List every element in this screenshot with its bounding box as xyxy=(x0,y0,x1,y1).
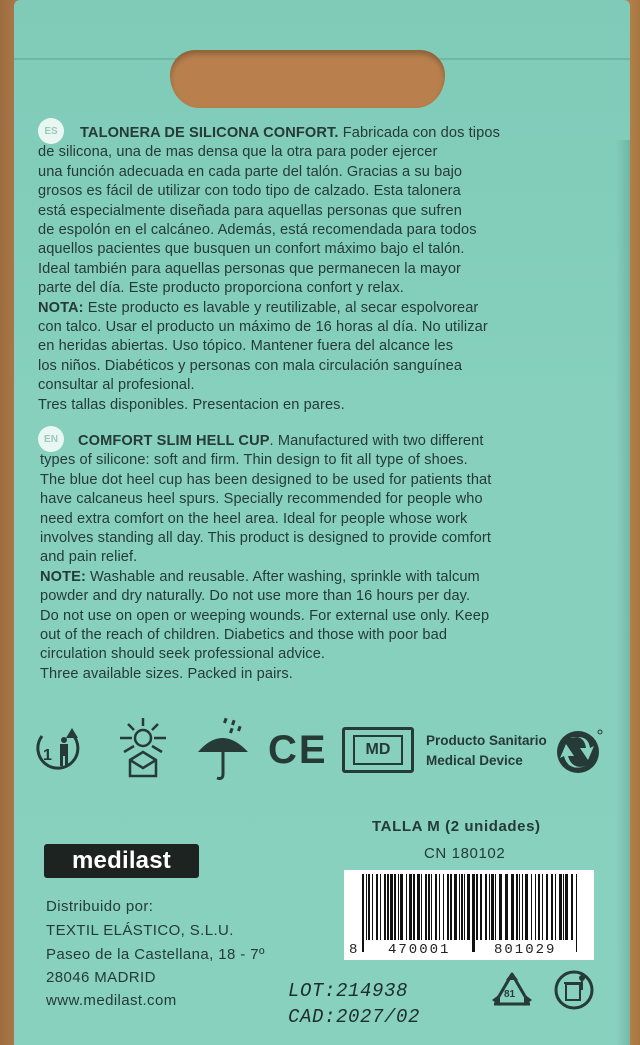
line-text: Este producto es lavable y reutilizable, al secar espolvorear xyxy=(83,299,479,316)
keep-away-from-sunlight-icon xyxy=(108,716,178,782)
text-line xyxy=(38,396,610,415)
line-text: involves standing all day. This product is designed to provide comfort xyxy=(40,530,491,547)
text-line xyxy=(38,163,610,182)
line-text: consultar al profesional. xyxy=(38,377,195,394)
text-line xyxy=(38,202,610,221)
barcode-bar xyxy=(511,874,514,940)
barcode-bar xyxy=(495,874,496,940)
medilast-logo: medilast xyxy=(44,844,199,878)
line-text: está especialmente diseñada para aquellas personas que sufren xyxy=(38,202,462,219)
barcode-bar xyxy=(376,874,378,940)
text-line xyxy=(40,568,612,587)
line-text: have calcaneus heel spurs. Specially recommended for people who xyxy=(40,491,483,508)
text-line xyxy=(38,337,610,356)
barcode-bar xyxy=(555,874,556,940)
line-text: out of the reach of children. Diabetics and those with poor bad xyxy=(40,627,448,644)
barcode-bar xyxy=(542,874,543,940)
barcode-bar xyxy=(531,874,532,940)
bold-lead: COMFORT SLIM HELL CUP xyxy=(78,433,270,449)
barcode-bar xyxy=(366,874,367,940)
line-text: need extra comfort on the heel area. Ideal for people whose work xyxy=(40,510,468,527)
spanish-description xyxy=(38,124,610,415)
svg-text:1: 1 xyxy=(43,747,52,764)
expiry-date: CAD:2027/02 xyxy=(288,1006,421,1028)
text-line xyxy=(40,645,612,664)
line-text: The blue dot heel cup has been designed to be used for patients that xyxy=(40,471,492,488)
ce-mark: CE xyxy=(268,728,328,772)
line-text: de silicona, una de mas densa que la otra para poder ejercer xyxy=(38,144,438,161)
sanitario-line-en: Medical Device xyxy=(426,753,523,768)
barcode-bar xyxy=(413,874,415,940)
text-line xyxy=(38,221,610,240)
single-patient-multiple-use-icon xyxy=(32,724,90,778)
line-text: parte del día. Este producto proporciona confort y relax. xyxy=(38,280,404,297)
line-text: los niños. Diabéticos y personas con mala circulación sanguínea xyxy=(38,357,463,374)
barcode-bar xyxy=(384,874,386,940)
barcode-bar xyxy=(476,874,478,940)
line-text: con talco. Usar el producto un máximo de 16 horas al día. No utilizar xyxy=(38,319,488,336)
barcode-bar xyxy=(519,874,520,940)
keep-dry-icon xyxy=(194,716,254,782)
barcode-bar xyxy=(522,874,523,940)
line-text: en heridas abiertas. Uso tópico. Mantener fuera del alcance les xyxy=(38,338,454,355)
national-code: CN 180102 xyxy=(424,845,506,862)
barcode-bar xyxy=(563,874,564,940)
barcode-bar xyxy=(390,874,393,940)
line-text: Tres tallas disponibles. Presentacion en pares. xyxy=(38,396,345,413)
barcode-bar xyxy=(417,874,420,940)
barcode xyxy=(344,870,594,960)
product-size: TALLA M (2 unidades) xyxy=(372,818,541,835)
green-dot-icon xyxy=(556,726,604,776)
line-text: Do not use on open or weeping wounds. For external use only. Keep xyxy=(40,607,490,624)
bold-lead: NOTE: xyxy=(40,568,86,585)
language-badge-en: EN xyxy=(38,426,64,452)
text-line xyxy=(40,626,612,645)
box-side-shadow xyxy=(616,140,630,1045)
barcode-bars xyxy=(344,870,594,960)
barcode-digit-first: 8 xyxy=(349,942,358,958)
barcode-bar xyxy=(372,874,373,940)
barcode-bar xyxy=(454,874,457,940)
text-line xyxy=(40,587,612,606)
barcode-bar xyxy=(491,874,494,940)
barcode-digits-right: 801029 xyxy=(494,942,557,958)
barcode-bar xyxy=(459,874,460,940)
english-description xyxy=(40,432,612,684)
barcode-bar xyxy=(394,874,396,940)
svg-text:81: 81 xyxy=(504,989,516,1000)
line-text: Fabricada con dos tipos xyxy=(338,125,500,141)
line-text: and pain relief. xyxy=(40,549,138,566)
text-line xyxy=(40,529,612,548)
barcode-bar xyxy=(406,874,407,940)
text-line xyxy=(38,357,610,376)
barcode-bar xyxy=(559,874,562,940)
bold-lead: NOTA: xyxy=(38,299,84,316)
barcode-bar xyxy=(443,874,444,940)
distributor-website: www.medilast.com xyxy=(46,992,177,1009)
distributor-city: 28046 MADRID xyxy=(46,969,156,986)
barcode-bar xyxy=(525,874,528,940)
dispose-in-bin-icon xyxy=(552,970,596,1010)
barcode-bar xyxy=(571,874,573,940)
barcode-bar xyxy=(400,874,403,940)
barcode-bar xyxy=(535,874,536,940)
barcode-bar xyxy=(464,874,465,940)
barcode-bar xyxy=(387,874,389,940)
barcode-bar xyxy=(428,874,430,940)
barcode-bar xyxy=(499,874,502,940)
line-text: . Manufactured with two different xyxy=(269,433,484,449)
text-line xyxy=(40,451,612,470)
barcode-bar xyxy=(472,874,475,952)
barcode-bar xyxy=(489,874,490,940)
barcode-bar xyxy=(551,874,553,940)
text-line xyxy=(38,279,610,298)
barcode-bar xyxy=(447,874,449,940)
barcode-bar xyxy=(380,874,381,940)
hang-hole xyxy=(170,50,445,108)
text-line xyxy=(38,182,610,201)
barcode-bar xyxy=(450,874,452,940)
barcode-bar xyxy=(565,874,568,940)
text-line xyxy=(40,548,612,567)
lot-number: LOT:214938 xyxy=(288,980,409,1002)
barcode-bar xyxy=(409,874,412,940)
barcode-bar xyxy=(485,874,487,940)
text-line xyxy=(38,124,610,143)
barcode-bar xyxy=(362,874,364,952)
distributor-label: Distribuido por: xyxy=(46,898,154,915)
md-label: MD xyxy=(353,735,403,765)
barcode-bar xyxy=(480,874,482,940)
barcode-bar xyxy=(431,874,432,940)
barcode-bar xyxy=(467,874,470,940)
text-line xyxy=(38,318,610,337)
barcode-bar xyxy=(368,874,370,940)
barcode-bar xyxy=(576,874,577,952)
barcode-bar xyxy=(505,874,508,940)
sanitario-line-es: Producto Sanitario xyxy=(426,733,547,748)
line-text: circulation should seek professional advice. xyxy=(40,646,326,663)
barcode-digits-left: 470001 xyxy=(388,942,451,958)
line-text: powder and dry naturally. Do not use more than 16 hours per day. xyxy=(40,588,471,605)
medical-device-text xyxy=(426,731,547,771)
text-line xyxy=(40,607,612,626)
line-text: de espolón en el calcáneo. Además, está recomendada para todos xyxy=(38,222,477,239)
barcode-bar xyxy=(435,874,437,940)
text-line xyxy=(40,471,612,490)
text-line xyxy=(40,510,612,529)
barcode-bar xyxy=(516,874,518,940)
text-line xyxy=(38,376,610,395)
distributor-company: TEXTIL ELÁSTICO, S.L.U. xyxy=(46,922,234,939)
line-text: Three available sizes. Packed in pairs. xyxy=(40,665,293,682)
text-line xyxy=(40,490,612,509)
recycling-icon xyxy=(488,970,536,1012)
text-line xyxy=(38,240,610,259)
barcode-bar xyxy=(425,874,427,940)
text-line xyxy=(40,432,612,451)
line-text: aquellos pacientes que busquen un confort máximo bajo el talón. xyxy=(38,241,465,258)
distributor-address: Paseo de la Castellana, 18 - 7º xyxy=(46,946,265,963)
text-line xyxy=(40,665,612,684)
barcode-bar xyxy=(398,874,399,940)
text-line xyxy=(38,299,610,318)
language-badge-es: ES xyxy=(38,118,64,144)
barcode-bar xyxy=(546,874,548,940)
barcode-bar xyxy=(461,874,463,940)
text-line xyxy=(38,143,610,162)
barcode-bar xyxy=(538,874,540,940)
text-line xyxy=(38,260,610,279)
line-text: types of silicone: soft and firm. Thin design to fit all type of shoes. xyxy=(40,452,468,469)
bold-lead: TALONERA DE SILICONA CONFORT. xyxy=(80,125,339,141)
line-text: Ideal también para aquellas personas que permanecen la mayor xyxy=(38,260,461,277)
line-text: Washable and reusable. After washing, sprinkle with talcum xyxy=(85,568,480,585)
barcode-bar xyxy=(421,874,422,940)
line-text: una función adecuada en cada parte del talón. Gracias a su bajo xyxy=(38,163,463,180)
medical-device-symbol xyxy=(342,727,414,773)
line-text: grosos es fácil de utilizar con todo tipo de calzado. Esta talonera xyxy=(38,183,461,200)
barcode-bar xyxy=(439,874,440,940)
